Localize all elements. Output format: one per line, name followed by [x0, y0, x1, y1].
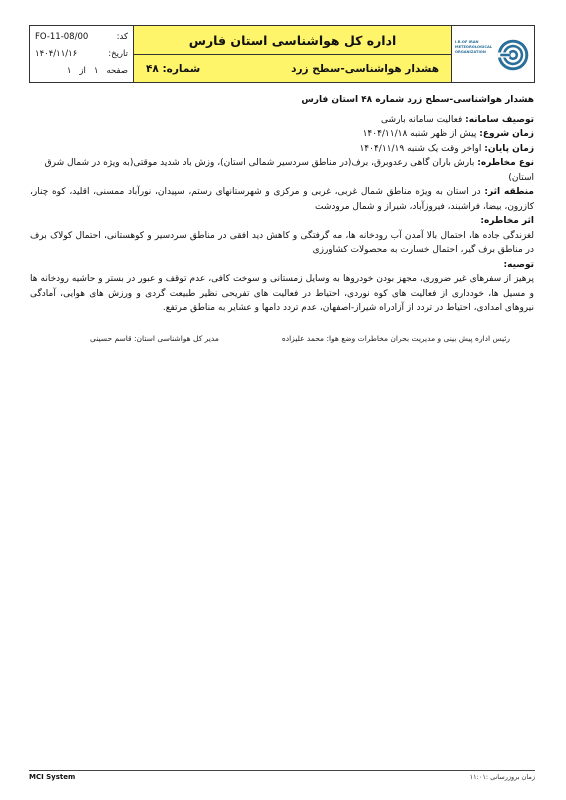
footer-divider: [29, 770, 535, 771]
number-value: ۴۸: [146, 62, 159, 75]
type-label: نوع مخاطره:: [477, 158, 534, 168]
code-value: FO-11-08/00: [35, 31, 89, 42]
warning-heading: هشدار هواشناسی-سطح زرد شماره ۴۸ استان فارس: [301, 95, 534, 105]
system-value: فعالیت سامانه بارشی: [381, 114, 463, 125]
system-label: توصیف سامانه:: [465, 114, 534, 125]
area-line: [30, 185, 534, 214]
footer-update-time: زمان بروزرسانی :۱۱:۰۱: [469, 773, 535, 781]
code-label: کد:: [116, 31, 128, 42]
page-total: ۱: [66, 66, 72, 77]
type-value: بارش باران گاهی رعدوبرق، برف(در مناطق سردسیر شمالی استان)، وزش باد شدید موقتی(به ویژه در شمال شرق استان): [44, 158, 534, 183]
logo-line-1: I.R.OF IRAN: [455, 40, 479, 44]
number-label: شماره:: [162, 62, 201, 75]
system-line: [30, 113, 534, 128]
page-row: [35, 66, 128, 76]
area-value: در استان به ویژه مناطق شمال غربی، غربی و مرکزی و شهرستانهای رستم، سپیدان، نورآباد ممسنی، اقلید، کوه چنار، کازرون، بیضا، فراشبند، فیروزآباد، شیراز و شمال مرودشت: [30, 187, 534, 212]
signatures: [90, 334, 510, 343]
code-row: [35, 32, 128, 42]
date-row: [35, 49, 128, 59]
logo-line-2: METEOROLOGICAL: [455, 45, 493, 49]
area-label: منطقه اثر:: [484, 187, 534, 197]
start-line: [30, 127, 534, 142]
start-value: پیش از ظهر شنبه ۱۴۰۴/۱۱/۱۸: [362, 129, 477, 139]
document-meta: [30, 26, 134, 82]
warning-label: هشدار هواشناسی-سطح زرد: [291, 62, 439, 75]
effect-heading: اثر مخاطره:: [480, 216, 534, 226]
type-line: [30, 156, 534, 185]
logo-line-3: ORGANIZATION: [455, 50, 486, 54]
footer-system-name: MCI System: [29, 773, 76, 781]
end-label: زمان پایان:: [484, 143, 534, 154]
header-title-block: [134, 26, 452, 82]
page-label: صفحه: [106, 66, 128, 77]
organization-logo: [452, 26, 534, 82]
warning-number: [146, 63, 200, 75]
warning-row: [134, 55, 451, 82]
effect-value: لغزندگی جاده ها، احتمال بالا آمدن آب رودخانه ها، مه گرفتگی و کاهش دید افقی در مناطق سردسیر و کوهستانی، احتمال کولاک برف در مناطق برف گیر، احتمال خسارت به محصولات کشاورزی: [30, 230, 534, 255]
document-header: [29, 25, 535, 83]
end-value: اواخر وقت یک شنبه ۱۴۰۴/۱۱/۱۹: [359, 143, 482, 154]
date-label: تاریخ:: [108, 48, 128, 59]
signature-director: مدیر کل هواشناسی استان: قاسم حسینی: [90, 334, 219, 343]
org-title: اداره کل هواشناسی استان فارس: [134, 26, 451, 55]
start-label: زمان شروع:: [479, 129, 534, 139]
warning-body: [30, 93, 534, 316]
signature-forecast-head: رئیس اداره پیش بینی و مدیریت بحران مخاطرات وضع هوا: محمد علیزاده: [281, 334, 510, 343]
end-line: [30, 142, 534, 157]
logo-wordmark: [455, 40, 499, 55]
page-of: از: [79, 66, 86, 77]
page-value: ۱: [93, 66, 99, 77]
logo-emblem-icon: [496, 38, 530, 72]
advice-heading: توصیه:: [503, 259, 534, 270]
date-value: ۱۴۰۴/۱۱/۱۶: [35, 48, 78, 59]
advice-value: پرهیز از سفرهای غیر ضروری، مجهز بودن خودروها به وسایل زمستانی و سوخت کافی، عدم توقف و عبور در بستر و حاشیه رودخانه ها و مسیل ها، خودداری از فعالیت های کوه نوردی، احتیاط در فعالیت های تفریحی نظیر طبیعت گردی و ورزش های هوایی، آمادگی نیروهای امدادی، احتیاط در تردد از آزادراه شیراز-اصفهان، عدم تردد دامها و عشایر به مناطق مرتفع.: [30, 274, 534, 313]
